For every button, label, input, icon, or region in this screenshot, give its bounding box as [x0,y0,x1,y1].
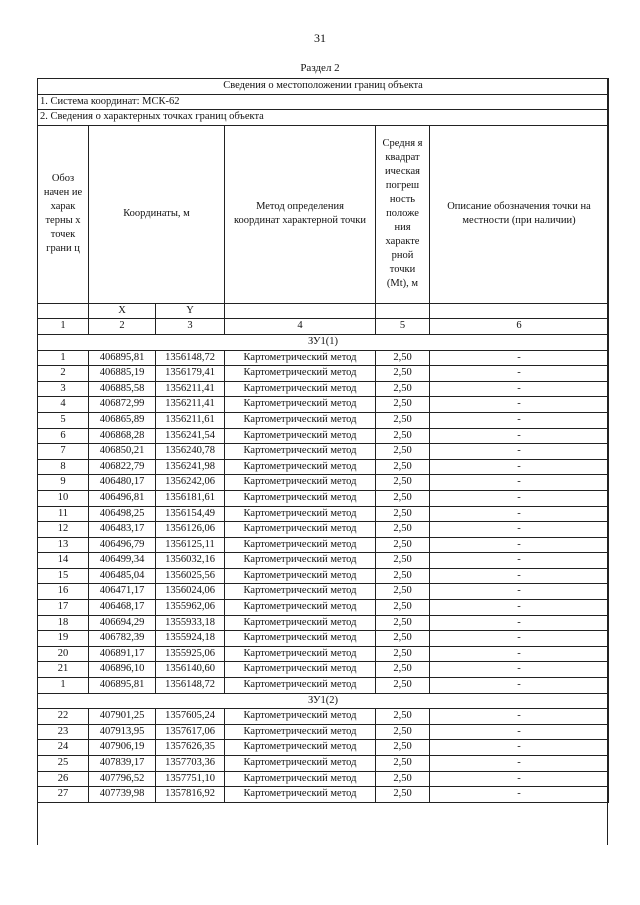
table-row [38,428,609,444]
method: Картометрический метод [225,584,376,600]
error: 2,50 [376,475,430,491]
error: 2,50 [376,709,430,725]
table-row [38,600,609,616]
table-row [38,662,609,678]
table-row [38,444,609,460]
coord-y: 1356140,60 [156,662,225,678]
table-row [38,506,609,522]
table-row [38,381,609,397]
method: Картометрический метод [225,553,376,569]
error: 2,50 [376,350,430,366]
error: 2,50 [376,756,430,772]
point-designation: 27 [38,787,89,803]
coord-x: 407839,17 [89,756,156,772]
coord-y: 1357605,24 [156,709,225,725]
point-designation: 2 [38,366,89,382]
description: - [430,568,609,584]
method: Картометрический метод [225,771,376,787]
point-designation: 9 [38,475,89,491]
table-row [38,615,609,631]
point-designation: 6 [38,428,89,444]
point-designation: 15 [38,568,89,584]
point-designation: 19 [38,631,89,647]
table-row [38,553,609,569]
method: Картометрический метод [225,397,376,413]
point-designation: 26 [38,771,89,787]
description: - [430,631,609,647]
description: - [430,756,609,772]
description: - [430,584,609,600]
description: - [430,615,609,631]
coord-y: 1356154,49 [156,506,225,522]
method: Картометрический метод [225,787,376,803]
table-row [38,787,609,803]
description: - [430,444,609,460]
coord-y: 1355925,06 [156,646,225,662]
coord-x: 406485,04 [89,568,156,584]
coord-y: 1356179,41 [156,366,225,382]
method: Картометрический метод [225,366,376,382]
point-designation: 12 [38,522,89,538]
table-row [38,584,609,600]
coord-y: 1356240,78 [156,444,225,460]
coord-x: 406496,81 [89,490,156,506]
coord-y: 1356126,06 [156,522,225,538]
point-designation: 21 [38,662,89,678]
header-empty-cell [430,303,609,319]
error: 2,50 [376,459,430,475]
point-designation: 10 [38,490,89,506]
point-designation: 3 [38,381,89,397]
header-coordinates: Координаты, м [89,125,225,303]
method: Картометрический метод [225,724,376,740]
error: 2,50 [376,787,430,803]
table-row [38,397,609,413]
table-row [38,537,609,553]
table-row [38,646,609,662]
coord-y: 1357626,35 [156,740,225,756]
header-designation: Обоз начен ие харак терны х точек грани ц [38,125,89,303]
method: Картометрический метод [225,756,376,772]
coord-y: 1356032,16 [156,553,225,569]
table-row [38,724,609,740]
group-header-row [38,693,609,709]
error: 2,50 [376,444,430,460]
coord-x: 406895,81 [89,350,156,366]
point-designation: 23 [38,724,89,740]
coord-y: 1356024,06 [156,584,225,600]
coord-x: 406480,17 [89,475,156,491]
coord-x: 406496,79 [89,537,156,553]
description: - [430,553,609,569]
page-number: 31 [314,31,326,45]
table-row [38,756,609,772]
point-designation: 1 [38,350,89,366]
table-row [38,631,609,647]
error: 2,50 [376,366,430,382]
coord-x: 406865,89 [89,412,156,428]
description: - [430,397,609,413]
table-row [38,709,609,725]
description: - [430,646,609,662]
error: 2,50 [376,631,430,647]
description: - [430,724,609,740]
error: 2,50 [376,724,430,740]
method: Картометрический метод [225,646,376,662]
coord-system-row: 1. Система координат: МСК-62 [38,94,609,110]
coord-x: 407913,95 [89,724,156,740]
coord-x: 406822,79 [89,459,156,475]
coord-x: 406850,21 [89,444,156,460]
column-number: 6 [430,319,609,335]
coord-y: 1356181,61 [156,490,225,506]
coord-x: 406896,10 [89,662,156,678]
description: - [430,366,609,382]
coord-y: 1355962,06 [156,600,225,616]
header-empty-cell [225,303,376,319]
column-number: 3 [156,319,225,335]
description: - [430,678,609,694]
method: Картометрический метод [225,537,376,553]
method: Картометрический метод [225,631,376,647]
description: - [430,506,609,522]
description: - [430,537,609,553]
method: Картометрический метод [225,381,376,397]
error: 2,50 [376,506,430,522]
point-designation: 13 [38,537,89,553]
coord-y: 1356148,72 [156,678,225,694]
point-designation: 24 [38,740,89,756]
method: Картометрический метод [225,662,376,678]
coord-x: 406895,81 [89,678,156,694]
description: - [430,787,609,803]
point-designation: 4 [38,397,89,413]
coord-y: 1355924,18 [156,631,225,647]
method: Картометрический метод [225,490,376,506]
error: 2,50 [376,381,430,397]
coord-y: 1357751,10 [156,771,225,787]
table-row [38,678,609,694]
point-designation: 18 [38,615,89,631]
method: Картометрический метод [225,522,376,538]
error: 2,50 [376,568,430,584]
point-designation: 22 [38,709,89,725]
error: 2,50 [376,522,430,538]
point-designation: 5 [38,412,89,428]
point-designation: 17 [38,600,89,616]
description: - [430,771,609,787]
coord-x: 406498,25 [89,506,156,522]
table-row [38,771,609,787]
table-row [38,522,609,538]
coord-y: 1356125,11 [156,537,225,553]
coord-x: 406891,17 [89,646,156,662]
error: 2,50 [376,537,430,553]
coord-y: 1355933,18 [156,615,225,631]
column-number: 1 [38,319,89,335]
column-number: 5 [376,319,430,335]
header-method: Метод определения координат характерной точки [225,125,376,303]
error: 2,50 [376,553,430,569]
coord-x: 406885,58 [89,381,156,397]
coord-y: 1356211,41 [156,381,225,397]
table-title: Сведения о местоположении границ объекта [38,79,609,95]
header-y: Y [156,303,225,319]
error: 2,50 [376,584,430,600]
table-row [38,740,609,756]
method: Картометрический метод [225,615,376,631]
group-name: ЗУ1(2) [38,693,609,709]
point-designation: 11 [38,506,89,522]
description: - [430,709,609,725]
point-designation: 25 [38,756,89,772]
coord-x: 406471,17 [89,584,156,600]
method: Картометрический метод [225,678,376,694]
description: - [430,428,609,444]
description: - [430,600,609,616]
coord-y: 1356148,72 [156,350,225,366]
coord-y: 1356241,54 [156,428,225,444]
section-title: Раздел 2 [300,62,340,74]
coord-y: 1357617,06 [156,724,225,740]
coord-y: 1357703,36 [156,756,225,772]
description: - [430,381,609,397]
coord-x: 407906,19 [89,740,156,756]
coord-x: 406694,29 [89,615,156,631]
coord-x: 406782,39 [89,631,156,647]
method: Картометрический метод [225,740,376,756]
method: Картометрический метод [225,350,376,366]
coord-x: 406872,99 [89,397,156,413]
coord-y: 1356025,56 [156,568,225,584]
error: 2,50 [376,771,430,787]
header-empty-cell [376,303,430,319]
error: 2,50 [376,662,430,678]
error: 2,50 [376,412,430,428]
points-heading-row: 2. Сведения о характерных точках границ объекта [38,110,609,126]
table-row [38,350,609,366]
coord-y: 1356211,41 [156,397,225,413]
point-designation: 16 [38,584,89,600]
header-description: Описание обозначения точки на местности (при наличии) [430,125,609,303]
coord-x: 406868,28 [89,428,156,444]
table-row [38,568,609,584]
error: 2,50 [376,615,430,631]
error: 2,50 [376,397,430,413]
group-header-row [38,334,609,350]
method: Картометрический метод [225,568,376,584]
description: - [430,662,609,678]
table-row [38,366,609,382]
coord-x: 406499,34 [89,553,156,569]
description: - [430,459,609,475]
coord-y: 1356241,98 [156,459,225,475]
error: 2,50 [376,678,430,694]
error: 2,50 [376,428,430,444]
point-designation: 8 [38,459,89,475]
coord-y: 1356242,06 [156,475,225,491]
coord-x: 407796,52 [89,771,156,787]
coord-x: 407901,25 [89,709,156,725]
description: - [430,475,609,491]
method: Картометрический метод [225,459,376,475]
method: Картометрический метод [225,412,376,428]
header-empty-cell [38,303,89,319]
error: 2,50 [376,740,430,756]
coord-y: 1356211,61 [156,412,225,428]
description: - [430,412,609,428]
coord-x: 406483,17 [89,522,156,538]
method: Картометрический метод [225,444,376,460]
coord-y: 1357816,92 [156,787,225,803]
table-row [38,490,609,506]
description: - [430,490,609,506]
point-designation: 7 [38,444,89,460]
boundary-points-table [37,78,609,803]
coord-x: 406468,17 [89,600,156,616]
coord-x: 407739,98 [89,787,156,803]
method: Картометрический метод [225,600,376,616]
group-name: ЗУ1(1) [38,334,609,350]
error: 2,50 [376,646,430,662]
description: - [430,350,609,366]
point-designation: 14 [38,553,89,569]
description: - [430,522,609,538]
method: Картометрический метод [225,709,376,725]
method: Картометрический метод [225,506,376,522]
column-number: 4 [225,319,376,335]
point-designation: 1 [38,678,89,694]
error: 2,50 [376,600,430,616]
point-designation: 20 [38,646,89,662]
column-number: 2 [89,319,156,335]
error: 2,50 [376,490,430,506]
coord-x: 406885,19 [89,366,156,382]
table-row [38,459,609,475]
header-x: X [89,303,156,319]
header-error: Средня я квадрат ическая погреш ность положе ния характе рной точки (Mt), м [376,125,430,303]
table-row [38,412,609,428]
method: Картометрический метод [225,475,376,491]
method: Картометрический метод [225,428,376,444]
description: - [430,740,609,756]
table-row [38,475,609,491]
